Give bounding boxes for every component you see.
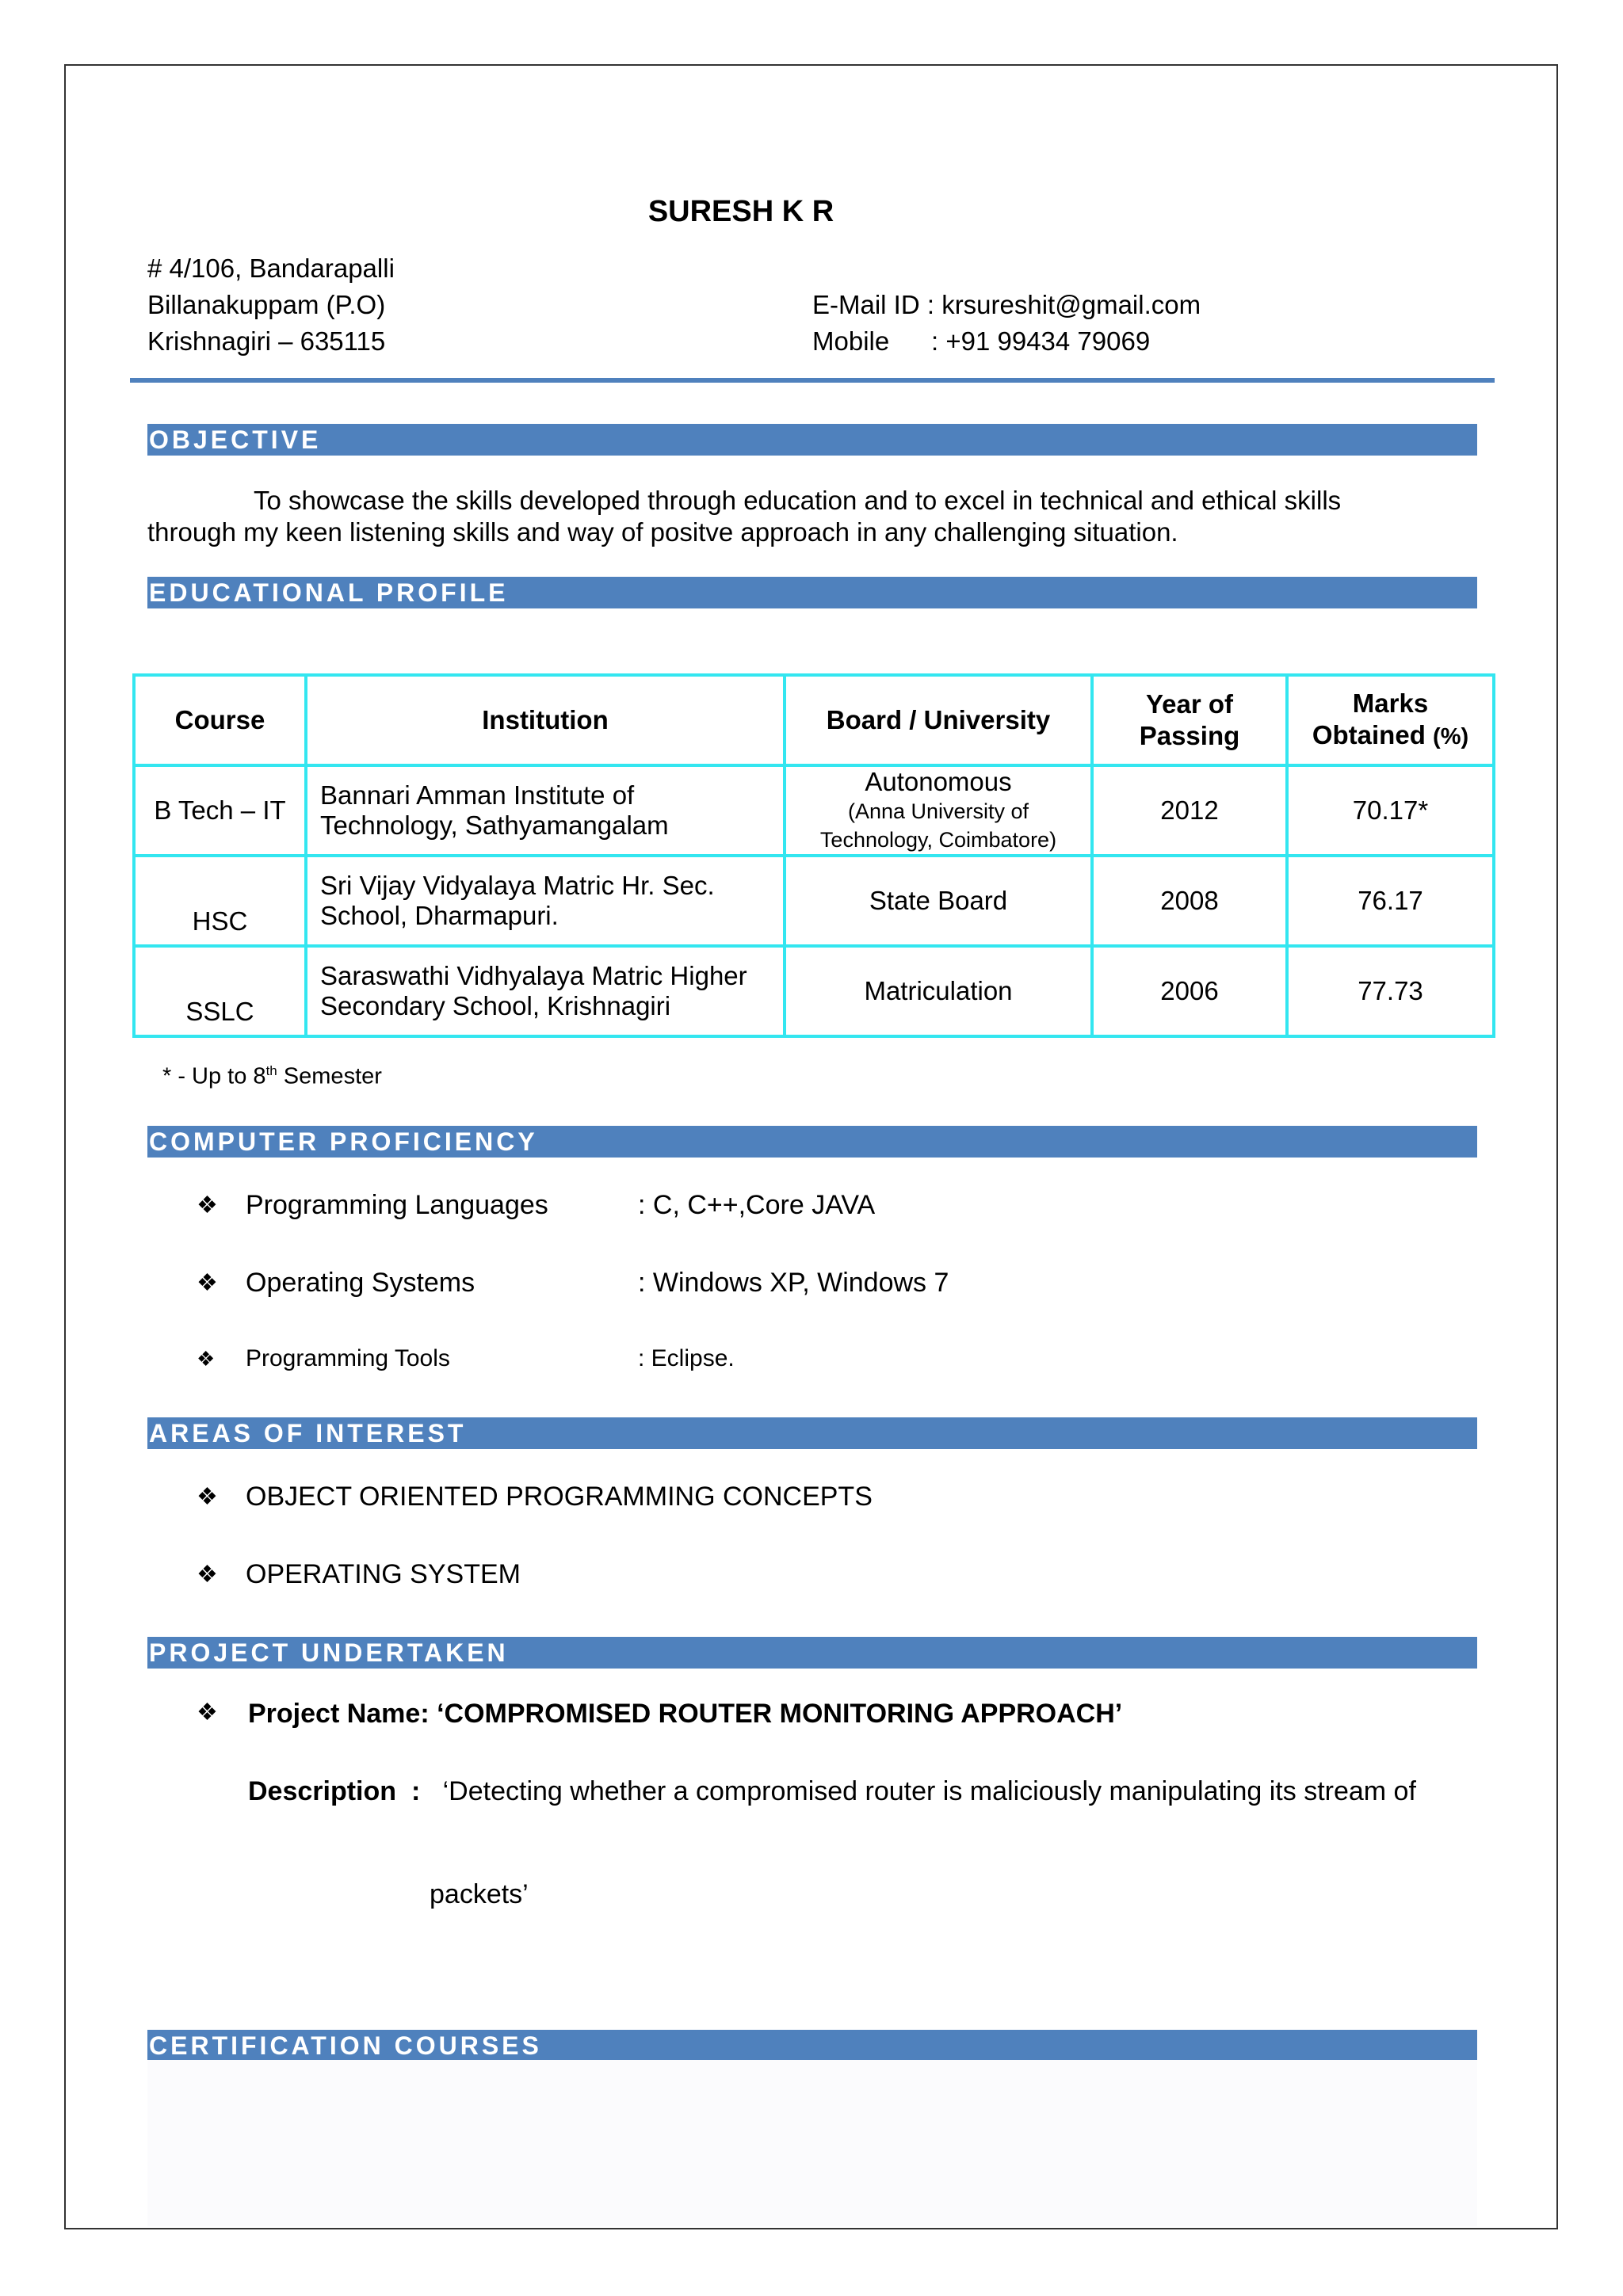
cell-course: B Tech – IT bbox=[134, 765, 306, 856]
header-marks-unit: (%) bbox=[1433, 724, 1469, 749]
mobile-value: : +91 99434 79069 bbox=[931, 326, 1151, 356]
section-heading-project: PROJECT UNDERTAKEN bbox=[147, 1637, 1477, 1669]
bullet-icon: ❖ bbox=[197, 1192, 218, 1219]
address-line: # 4/106, Bandarapalli bbox=[147, 254, 395, 283]
cell-institution bbox=[306, 946, 785, 1036]
footnote-text: Semester bbox=[277, 1063, 382, 1089]
project-description bbox=[248, 1776, 1416, 1807]
table-row bbox=[134, 946, 1494, 1036]
section-heading-computer: COMPUTER PROFICIENCY bbox=[147, 1126, 1477, 1158]
description-separator: : bbox=[411, 1776, 421, 1806]
cell-year: 2012 bbox=[1092, 765, 1287, 856]
cell-course: HSC bbox=[134, 856, 306, 946]
skill-value: : Eclipse. bbox=[638, 1345, 735, 1371]
header-year-line: Passing bbox=[1139, 721, 1240, 750]
header-year-line: Year of bbox=[1145, 689, 1234, 719]
education-table bbox=[132, 673, 1495, 1038]
skill-value: : Windows XP, Windows 7 bbox=[638, 1268, 949, 1298]
skill-key: Programming Languages bbox=[246, 1190, 548, 1220]
candidate-name: SURESH K R bbox=[647, 195, 834, 228]
description-text: ‘Detecting whether a compromised router is maliciously manipulating its stream of bbox=[442, 1776, 1416, 1806]
skill-key: Operating Systems bbox=[246, 1268, 475, 1298]
footnote-superscript: th bbox=[265, 1063, 277, 1078]
bullet-icon: ❖ bbox=[197, 1346, 216, 1371]
header-course: Course bbox=[134, 675, 306, 765]
interest-text: OBJECT ORIENTED PROGRAMMING CONCEPTS bbox=[246, 1482, 873, 1512]
institution-line: Secondary School, Krishnagiri bbox=[320, 991, 671, 1020]
mobile-label: Mobile bbox=[812, 326, 890, 356]
cell-marks: 70.17* bbox=[1287, 765, 1494, 856]
section-heading-objective: OBJECTIVE bbox=[147, 424, 1477, 456]
cell-board: Matriculation bbox=[785, 946, 1092, 1036]
section-heading-certification: CERTIFICATION COURSES bbox=[147, 2030, 1477, 2061]
project-name-row bbox=[197, 1699, 1122, 1730]
list-item bbox=[197, 1482, 873, 1512]
cell-marks: 77.73 bbox=[1287, 946, 1494, 1036]
section-heading-interests: AREAS OF INTEREST bbox=[147, 1417, 1477, 1449]
cell-marks: 76.17 bbox=[1287, 856, 1494, 946]
mobile-row bbox=[812, 323, 1201, 360]
education-footnote bbox=[162, 1063, 382, 1090]
header-marks-line: Marks bbox=[1352, 688, 1429, 718]
board-note: (Anna University of bbox=[847, 799, 1029, 823]
institution-line: Sri Vijay Vidyalaya Matric Hr. Sec. bbox=[320, 871, 715, 900]
cell-board: State Board bbox=[785, 856, 1092, 946]
table-row bbox=[134, 856, 1494, 946]
institution-line: Bannari Amman Institute of bbox=[320, 780, 635, 810]
objective-text bbox=[147, 485, 1495, 548]
address-line: Billanakuppam (P.O) bbox=[147, 290, 386, 319]
header-marks bbox=[1287, 675, 1494, 765]
board-name: Autonomous bbox=[865, 767, 1012, 796]
header-marks-line: Obtained bbox=[1312, 720, 1426, 749]
bullet-icon: ❖ bbox=[197, 1270, 218, 1296]
list-item bbox=[197, 1268, 949, 1299]
table-header-row bbox=[134, 675, 1494, 765]
email-label: E-Mail ID : bbox=[812, 290, 935, 319]
cell-board bbox=[785, 765, 1092, 856]
list-item bbox=[197, 1559, 521, 1590]
cell-year: 2008 bbox=[1092, 856, 1287, 946]
table-row bbox=[134, 765, 1494, 856]
cell-year: 2006 bbox=[1092, 946, 1287, 1036]
section-heading-education: EDUCATIONAL PROFILE bbox=[147, 577, 1477, 608]
bullet-icon: ❖ bbox=[197, 1699, 218, 1726]
email-row bbox=[812, 287, 1201, 323]
footnote-text: * - Up to 8 bbox=[162, 1063, 266, 1089]
institution-line: Technology, Sathyamangalam bbox=[320, 810, 669, 840]
objective-line: To showcase the skills developed through education and to excel in technical and ethical skills bbox=[254, 486, 1342, 515]
bullet-icon: ❖ bbox=[197, 1484, 218, 1510]
address-line: Krishnagiri – 635115 bbox=[147, 326, 386, 356]
header-divider bbox=[130, 378, 1495, 383]
project-name-value: ‘COMPROMISED ROUTER MONITORING APPROACH’ bbox=[437, 1699, 1123, 1729]
header-year bbox=[1092, 675, 1287, 765]
list-item bbox=[197, 1190, 875, 1221]
institution-line: School, Dharmapuri. bbox=[320, 901, 559, 930]
cell-course: SSLC bbox=[134, 946, 306, 1036]
objective-line: through my keen listening skills and way of positve approach in any challenging situation. bbox=[147, 517, 1178, 547]
skill-key: Programming Tools bbox=[246, 1345, 450, 1371]
contact-block bbox=[812, 287, 1201, 360]
skill-value: : C, C++,Core JAVA bbox=[638, 1190, 876, 1220]
description-continuation: packets’ bbox=[430, 1879, 529, 1909]
list-item bbox=[197, 1345, 735, 1372]
bullet-icon: ❖ bbox=[197, 1562, 218, 1588]
interest-text: OPERATING SYSTEM bbox=[246, 1559, 521, 1589]
board-note: Technology, Coimbatore) bbox=[819, 828, 1057, 852]
description-label: Description bbox=[248, 1776, 397, 1806]
header-institution: Institution bbox=[306, 675, 785, 765]
cell-institution bbox=[306, 856, 785, 946]
header-board: Board / University bbox=[785, 675, 1092, 765]
cell-institution bbox=[306, 765, 785, 856]
email-value: krsureshit@gmail.com bbox=[941, 290, 1201, 319]
institution-line: Saraswathi Vidhyalaya Matric Higher bbox=[320, 961, 747, 990]
project-name-label: Project Name: bbox=[248, 1699, 430, 1729]
certification-content-area bbox=[147, 2060, 1477, 2226]
address-block bbox=[147, 250, 395, 360]
